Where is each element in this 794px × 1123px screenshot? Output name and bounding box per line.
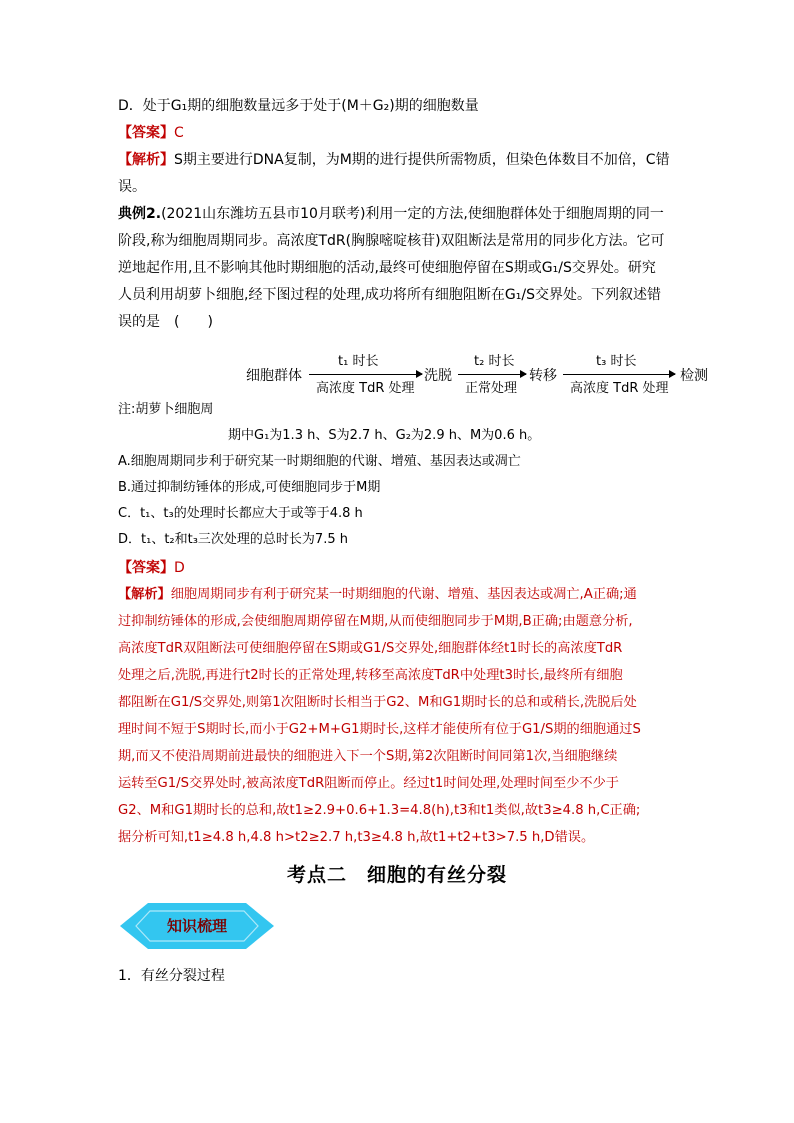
analysis-line <box>118 720 641 740</box>
note-line2: 期中G₁为1.3 h、S为2.7 h、G₂为2.9 h、M为0.6 h。 <box>228 428 541 443</box>
flow-node-transfer: 转移 <box>529 368 557 384</box>
flow-arrow3-bottom: 高浓度 TdR 处理 <box>570 381 669 396</box>
q2-answer-row <box>118 558 185 578</box>
note-line1: 注:胡萝卜细胞周 <box>118 402 214 417</box>
analysis-line <box>118 666 623 686</box>
flow-arrow1-bottom: 高浓度 TdR 处理 <box>316 381 415 396</box>
q1-answer-row <box>118 123 184 143</box>
q2-option-b: B.通过抑制纺锤体的形成,可使细胞同步于M期 <box>118 480 381 495</box>
section-item-1: 1．有丝分裂过程 <box>118 968 225 984</box>
q1-analysis-line2: 误。 <box>118 179 146 195</box>
analysis-line <box>118 585 637 605</box>
analysis-line <box>118 747 617 767</box>
flow-node-wash: 洗脱 <box>424 368 452 384</box>
stem-text: (2021山东潍坊五县市10月联考)利用一定的方法,使细胞群体处于细胞周期的同一 <box>161 206 664 222</box>
q2-stem-line1 <box>118 204 664 224</box>
q2-option-a: A.细胞周期同步利于研究某一时期细胞的代谢、增殖、基因表达或凋亡 <box>118 454 521 469</box>
analysis-label: 【解析】 <box>118 587 171 602</box>
flow-node-detect: 检测 <box>680 368 708 384</box>
flow-arrow2-bottom: 正常处理 <box>465 381 518 396</box>
flow-arrow3-top: t₃ 时长 <box>596 354 637 369</box>
answer-value: C <box>174 125 184 141</box>
analysis-line <box>118 774 619 794</box>
q1-analysis-row <box>118 150 670 170</box>
flow-arrow1-top: t₁ 时长 <box>338 354 379 369</box>
knowledge-badge <box>120 903 274 953</box>
flow-arrow-3 <box>563 374 675 375</box>
analysis-text: 过抑制纺锤体的形成,会使细胞周期停留在M期,从而使细胞同步于M期,B正确;由题意分析, <box>118 614 633 629</box>
q2-stem-line5: 误的是 ( ) <box>118 314 213 330</box>
answer-label: 【答案】 <box>118 560 174 576</box>
q2-option-d: D．t₁、t₂和t₃三次处理的总时长为7.5 h <box>118 532 348 547</box>
answer-label: 【答案】 <box>118 125 174 141</box>
flow-arrow-2 <box>458 374 526 375</box>
example-label: 典例2. <box>118 206 162 222</box>
q2-option-c: C．t₁、t₃的处理时长都应大于或等于4.8 h <box>118 506 363 521</box>
analysis-line <box>118 801 640 821</box>
flow-node-cells: 细胞群体 <box>246 368 302 384</box>
analysis-text: 细胞周期同步有利于研究某一时期细胞的代谢、增殖、基因表达或凋亡,A正确;通 <box>170 587 637 602</box>
analysis-text: 运转至G1/S交界处时,被高浓度TdR阻断而停止。经过t1时间处理,处理时间至少不少于 <box>118 776 619 791</box>
q2-stem-line2: 阶段,称为细胞周期同步。高浓度TdR(胸腺嘧啶核苷)双阻断法是常用的同步化方法。它可 <box>118 233 665 249</box>
process-flow-diagram <box>0 352 794 396</box>
section-heading: 考点二 细胞的有丝分裂 <box>286 864 507 886</box>
analysis-text: 期,而又不使沿周期前进最快的细胞进入下一个S期,第2次阻断时间同第1次,当细胞继续 <box>118 749 618 764</box>
analysis-line <box>118 612 633 632</box>
badge-label: 知识梳理 <box>166 917 227 935</box>
analysis-label: 【解析】 <box>118 152 174 168</box>
analysis-text: 处理之后,洗脱,再进行t2时长的正常处理,转移至高浓度TdR中处理t3时长,最终所有细胞 <box>118 668 623 683</box>
flow-arrow-1 <box>309 374 422 375</box>
analysis-text: 都阻断在G1/S交界处,则第1次阻断时长相当于G2、M和G1期时长的总和或稍长,洗脱后处 <box>118 695 637 710</box>
analysis-text: G2、M和G1期时长的总和,故t1≥2.9+0.6+1.3=4.8(h),t3和t1类似,故t3≥4.8 h,C正确; <box>118 803 641 818</box>
q2-stem-line3: 逆地起作用,且不影响其他时期细胞的活动,最终可使细胞停留在S期或G₁/S交界处。研究 <box>118 260 656 276</box>
analysis-text: 理时间不短于S期时长,而小于G2+M+G1期时长,这样才能使所有位于G1/S期的细胞通过S <box>118 722 641 737</box>
flow-arrow2-top: t₂ 时长 <box>474 354 515 369</box>
analysis-text: S期主要进行DNA复制，为M期的进行提供所需物质，但染色体数目不加倍，C错 <box>174 152 670 168</box>
answer-value: D <box>174 560 185 576</box>
q1-option-d: D．处于G₁期的细胞数量远多于处于(M＋G₂)期的细胞数量 <box>118 98 479 114</box>
analysis-line <box>118 693 637 713</box>
analysis-text: 据分析可知,t1≥4.8 h,4.8 h>t2≥2.7 h,t3≥4.8 h,故t1+t2+t3>7.5 h,D错误。 <box>118 830 595 845</box>
analysis-line <box>118 639 622 659</box>
analysis-line <box>118 828 594 848</box>
q2-stem-line4: 人员利用胡萝卜细胞,经下图过程的处理,成功将所有细胞阻断在G₁/S交界处。下列叙述错 <box>118 287 661 303</box>
analysis-text: 高浓度TdR双阻断法可使细胞停留在S期或G1/S交界处,细胞群体经t1时长的高浓度TdR <box>118 641 623 656</box>
